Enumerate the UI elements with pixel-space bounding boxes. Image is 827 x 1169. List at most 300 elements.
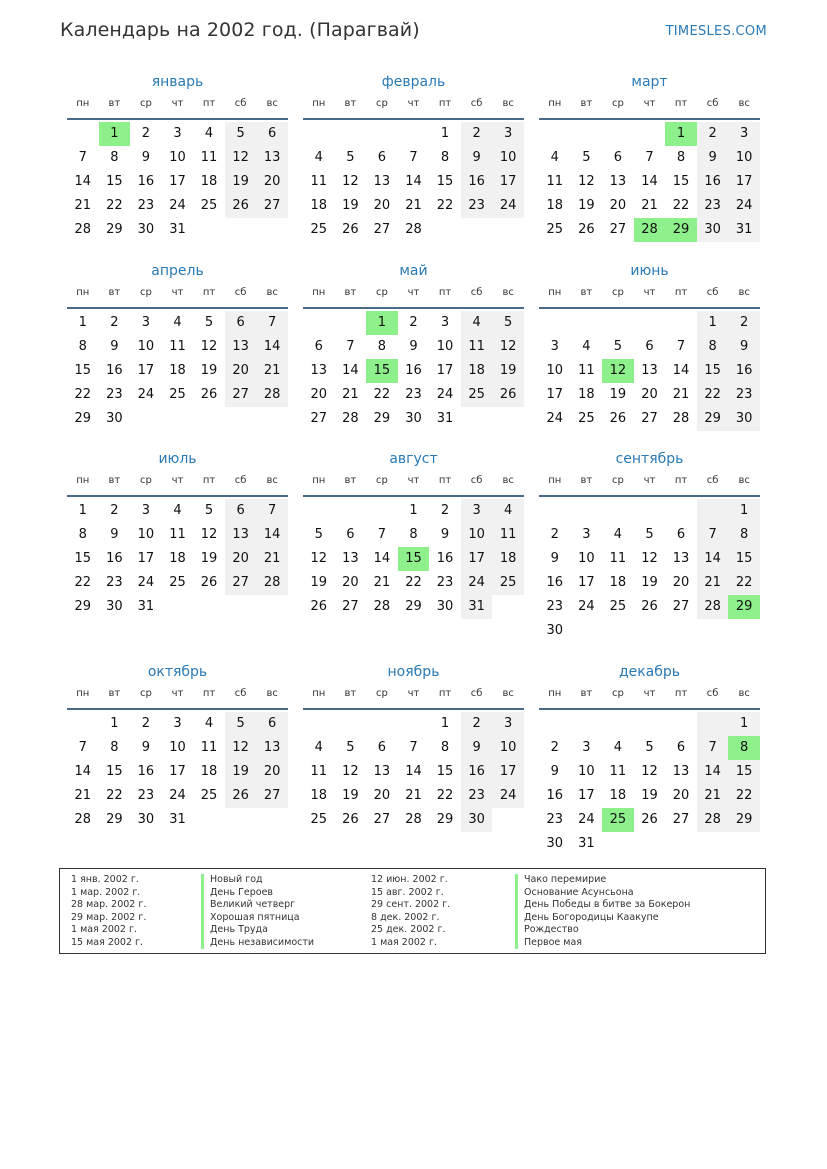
day-cell: 2 [728,311,760,335]
day-cell: 4 [314,150,323,165]
day-cell: 20 [256,170,288,194]
day-cell: 1 [440,716,450,731]
weekday-label: пн [548,475,562,486]
legend-entry: День Победы в битве за Бокерон [515,899,690,912]
empty-cell [225,595,257,619]
day-grid [67,311,288,431]
day-cell: 13 [225,523,257,547]
month-9 [539,449,760,643]
day-cell: 27 [641,411,658,426]
day-cell: 3 [141,503,151,518]
day-cell: 21 [405,788,422,803]
weekday-label: вт [108,98,121,109]
day-cell: 1 [665,122,697,146]
legend-entry: Чако перемирие [515,874,690,887]
day-cell: 3 [550,339,559,354]
day-cell: 12 [200,339,218,354]
month-1 [67,72,288,242]
day-cell: 9 [110,527,119,542]
day-cell: 8 [78,527,87,542]
day-cell: 14 [256,335,288,359]
day-cell: 16 [405,363,422,378]
day-cell: 20 [672,788,690,803]
day-cell: 12 [200,527,218,542]
empty-cell [539,311,571,335]
day-cell: 23 [436,575,454,590]
weekday-label: пн [312,688,326,699]
day-cell: 14 [405,174,422,189]
empty-cell [303,122,335,146]
day-cell: 9 [440,527,450,542]
day-cell: 25 [169,575,186,590]
weekday-label: чт [643,98,656,109]
day-cell: 9 [550,764,559,779]
day-cell: 10 [578,551,595,566]
day-cell: 19 [310,575,328,590]
day-cell: 2 [440,503,450,518]
day-cell: 5 [346,740,355,755]
day-cell: 19 [492,359,524,383]
empty-cell [225,218,257,242]
day-cell: 14 [373,551,391,566]
weekday-label: вс [266,688,278,699]
day-cell: 18 [169,551,186,566]
day-cell: 21 [697,784,729,808]
legend-entry: 1 мая 2002 г. [371,936,437,948]
day-cell: 3 [440,315,450,330]
day-cell: 2 [461,122,493,146]
day-cell: 12 [602,359,634,383]
legend-entry: 8 дек. 2002 г. [371,911,440,923]
day-cell: 29 [74,411,92,426]
weekday-label: сб [470,98,483,109]
day-cell: 11 [609,551,627,566]
day-cell: 17 [492,760,524,784]
day-cell: 18 [310,198,328,213]
day-cell: 11 [310,764,328,779]
day-cell: 17 [169,174,186,189]
day-cell: 17 [137,363,155,378]
day-cell: 25 [310,812,328,827]
day-grid [539,499,760,643]
day-cell: 26 [342,812,359,827]
empty-cell [366,122,398,146]
day-cell: 30 [697,218,729,242]
empty-cell [697,712,729,736]
day-cell: 30 [436,599,454,614]
day-cell: 5 [346,150,355,165]
day-cell: 12 [342,764,359,779]
empty-cell [634,619,666,643]
day-cell: 8 [440,150,450,165]
day-cell: 14 [697,760,729,784]
day-cell: 9 [697,146,729,170]
weekday-label: пт [202,688,216,699]
day-cell: 22 [106,788,123,803]
day-cell: 6 [225,311,257,335]
day-cell: 14 [641,174,658,189]
day-cell: 6 [225,499,257,523]
day-cell: 4 [613,527,623,542]
empty-cell [728,832,760,856]
weekday-label: чт [407,287,420,298]
day-cell: 16 [106,551,123,566]
legend-entry: 28 мар. 2002 г. [71,899,147,910]
day-cell: 5 [225,712,257,736]
day-cell: 12 [641,551,658,566]
day-cell: 9 [409,339,418,354]
day-cell: 28 [405,222,422,237]
weekday-label: сб [706,98,719,109]
day-cell: 23 [137,788,155,803]
month-name: сентябрь [615,451,684,467]
weekday-label: сб [470,688,483,699]
day-cell: 14 [74,764,92,779]
day-grid [67,499,288,619]
weekday-label: вт [344,475,357,486]
empty-cell [665,619,697,643]
day-cell: 7 [409,740,418,755]
day-cell: 22 [106,198,123,213]
day-cell: 17 [546,387,564,402]
day-cell: 9 [461,146,493,170]
day-cell: 10 [436,339,454,354]
day-cell: 20 [373,198,391,213]
day-cell: 9 [461,736,493,760]
day-cell: 7 [377,527,387,542]
weekday-label: ср [375,475,388,486]
day-cell: 15 [728,547,760,571]
day-cell: 31 [169,222,186,237]
day-cell: 15 [74,551,92,566]
weekday-label: вс [502,98,514,109]
month-name: июль [158,451,197,467]
day-cell: 21 [697,571,729,595]
day-grid [67,122,288,242]
weekday-label: пн [548,287,562,298]
empty-cell [602,712,634,736]
day-cell: 10 [492,146,524,170]
day-cell: 21 [256,547,288,571]
day-cell: 22 [74,387,92,402]
month-name: январь [151,74,204,90]
day-cell: 30 [137,812,155,827]
day-cell: 5 [613,339,623,354]
day-cell: 19 [225,170,257,194]
day-cell: 1 [78,315,87,330]
day-cell: 4 [204,126,214,141]
day-cell: 6 [346,527,355,542]
day-cell: 16 [697,170,729,194]
empty-cell [461,407,493,431]
weekday-label: чт [407,475,420,486]
weekday-label: чт [643,688,656,699]
weekday-label: сб [234,98,247,109]
day-cell: 29 [373,411,391,426]
empty-cell [697,499,729,523]
weekday-label: пн [312,475,326,486]
day-cell: 8 [697,335,729,359]
weekday-label: ср [611,688,624,699]
empty-cell [130,407,162,431]
day-cell: 15 [74,363,92,378]
day-cell: 22 [728,571,760,595]
day-cell: 9 [110,339,119,354]
day-cell: 17 [169,764,186,779]
day-cell: 19 [342,788,359,803]
empty-cell [256,808,288,832]
day-cell: 27 [342,599,359,614]
weekday-label: вт [344,98,357,109]
empty-cell [256,407,288,431]
day-cell: 16 [546,788,564,803]
day-cell: 4 [173,315,182,330]
day-cell: 31 [137,599,155,614]
empty-cell [697,832,729,856]
day-cell: 18 [310,788,328,803]
empty-cell [492,218,524,242]
legend-names-2 [515,874,690,949]
weekday-label: вс [738,98,750,109]
day-grid [539,122,760,242]
day-cell: 30 [546,836,564,851]
day-cell: 17 [436,363,454,378]
day-cell: 16 [461,170,493,194]
day-cell: 26 [342,222,359,237]
day-cell: 31 [169,812,186,827]
empty-cell [193,407,225,431]
day-cell: 3 [582,740,591,755]
weekday-label: сб [706,688,719,699]
day-cell: 25 [492,571,524,595]
day-cell: 20 [225,547,257,571]
day-cell: 10 [461,523,493,547]
day-cell: 7 [676,339,686,354]
day-cell: 7 [645,150,654,165]
month-name: май [399,263,428,279]
day-cell: 21 [672,387,690,402]
month-2 [303,72,524,242]
day-cell: 28 [256,383,288,407]
legend-dates-1 [71,874,146,949]
day-cell: 5 [645,740,654,755]
legend-dates-2 [371,874,450,949]
empty-cell [571,712,603,736]
day-cell: 18 [578,387,595,402]
day-cell: 20 [373,788,391,803]
empty-cell [335,712,367,736]
day-cell: 30 [106,411,123,426]
weekday-label: вт [580,287,593,298]
empty-cell [303,499,335,523]
day-cell: 14 [74,174,92,189]
day-cell: 29 [697,407,729,431]
empty-cell [539,122,571,146]
day-cell: 19 [641,788,658,803]
day-grid [539,712,760,856]
day-cell: 18 [169,363,186,378]
day-cell: 27 [672,599,690,614]
weekday-label: пн [76,98,90,109]
day-cell: 13 [641,363,658,378]
legend-entry: Новый год [201,874,314,887]
legend-entry: 1 янв. 2002 г. [71,874,139,885]
day-cell: 4 [204,716,214,731]
weekday-header [67,686,288,710]
day-cell: 24 [492,784,524,808]
day-cell: 14 [672,363,690,378]
empty-cell [634,499,666,523]
legend-entry: День Богородицы Каакупе [515,912,690,925]
month-8 [303,449,524,619]
day-cell: 26 [200,387,218,402]
day-cell: 8 [78,339,87,354]
day-cell: 21 [342,387,359,402]
day-cell: 17 [492,170,524,194]
day-cell: 28 [373,599,391,614]
day-cell: 10 [578,764,595,779]
month-name: март [631,74,668,90]
weekday-label: пн [312,287,326,298]
weekday-label: пт [438,98,452,109]
weekday-label: ср [139,287,152,298]
day-grid [67,712,288,832]
weekday-label: пт [438,688,452,699]
day-cell: 6 [613,150,623,165]
day-cell: 10 [169,150,186,165]
weekday-label: вс [738,688,750,699]
empty-cell [697,619,729,643]
weekday-header [303,473,524,497]
day-cell: 22 [672,198,690,213]
month-10 [67,662,288,832]
day-cell: 28 [74,222,92,237]
day-cell: 27 [256,784,288,808]
weekday-label: пн [548,688,562,699]
day-cell: 24 [546,411,564,426]
day-cell: 12 [225,736,257,760]
legend-entry: 15 авг. 2002 г. [371,886,444,898]
weekday-header [539,473,760,497]
day-cell: 21 [74,198,92,213]
day-cell: 4 [492,499,524,523]
legend-entry: Великий четверг [201,899,314,912]
day-cell: 26 [200,575,218,590]
day-cell: 29 [74,599,92,614]
weekday-label: ср [611,98,624,109]
day-cell: 5 [204,503,214,518]
day-cell: 24 [578,599,595,614]
day-cell: 1 [728,712,760,736]
day-cell: 8 [110,740,119,755]
day-cell: 24 [461,571,493,595]
day-cell: 6 [645,339,654,354]
day-cell: 25 [310,222,328,237]
day-cell: 3 [173,126,182,141]
weekday-label: пт [674,287,688,298]
legend-entry: 12 июн. 2002 г. [371,874,448,885]
day-cell: 19 [641,575,658,590]
day-cell: 22 [728,784,760,808]
empty-cell [256,595,288,619]
month-name: август [389,451,438,467]
month-name: февраль [381,74,446,90]
day-cell: 9 [141,740,151,755]
day-cell: 18 [200,764,218,779]
weekday-label: ср [611,475,624,486]
empty-cell [602,311,634,335]
day-cell: 26 [225,784,257,808]
weekday-label: чт [171,287,184,298]
day-cell: 20 [256,760,288,784]
day-cell: 31 [461,595,493,619]
day-cell: 13 [672,764,690,779]
site-logo[interactable]: TIMESLES.COM [665,24,767,39]
day-cell: 29 [436,812,454,827]
day-cell: 6 [676,527,686,542]
day-cell: 17 [578,575,595,590]
empty-cell [571,311,603,335]
weekday-label: сб [234,287,247,298]
legend-entry: Рождество [515,924,690,937]
day-cell: 10 [137,339,155,354]
day-cell: 27 [225,571,257,595]
weekday-label: вт [580,475,593,486]
day-cell: 25 [546,222,564,237]
day-cell: 16 [728,359,760,383]
day-cell: 19 [342,198,359,213]
weekday-label: пт [202,475,216,486]
weekday-label: вс [266,287,278,298]
day-cell: 2 [110,315,119,330]
day-cell: 18 [492,547,524,571]
month-name: октябрь [147,664,208,680]
day-cell: 20 [310,387,328,402]
empty-cell [602,832,634,856]
empty-cell [571,619,603,643]
day-cell: 5 [645,527,654,542]
day-cell: 27 [609,222,627,237]
day-cell: 11 [200,150,218,165]
legend-entry: 25 дек. 2002 г. [371,924,446,935]
day-cell: 8 [728,523,760,547]
day-cell: 26 [609,411,627,426]
weekday-label: сб [470,475,483,486]
day-cell: 16 [106,363,123,378]
day-grid [303,311,524,431]
weekday-label: ср [139,475,152,486]
day-cell: 7 [78,740,87,755]
day-cell: 13 [256,146,288,170]
legend-names-1 [201,874,314,949]
empty-cell [602,499,634,523]
day-cell: 24 [137,575,155,590]
day-cell: 26 [578,222,595,237]
weekday-label: вс [266,475,278,486]
day-cell: 28 [74,812,92,827]
month-name: декабрь [618,664,681,680]
weekday-label: вт [580,98,593,109]
day-cell: 25 [169,387,186,402]
day-cell: 25 [200,788,218,803]
day-cell: 23 [728,383,760,407]
day-cell: 6 [256,712,288,736]
day-cell: 4 [582,339,591,354]
day-cell: 31 [578,836,595,851]
day-cell: 7 [346,339,355,354]
day-cell: 18 [200,174,218,189]
day-cell: 4 [314,740,323,755]
